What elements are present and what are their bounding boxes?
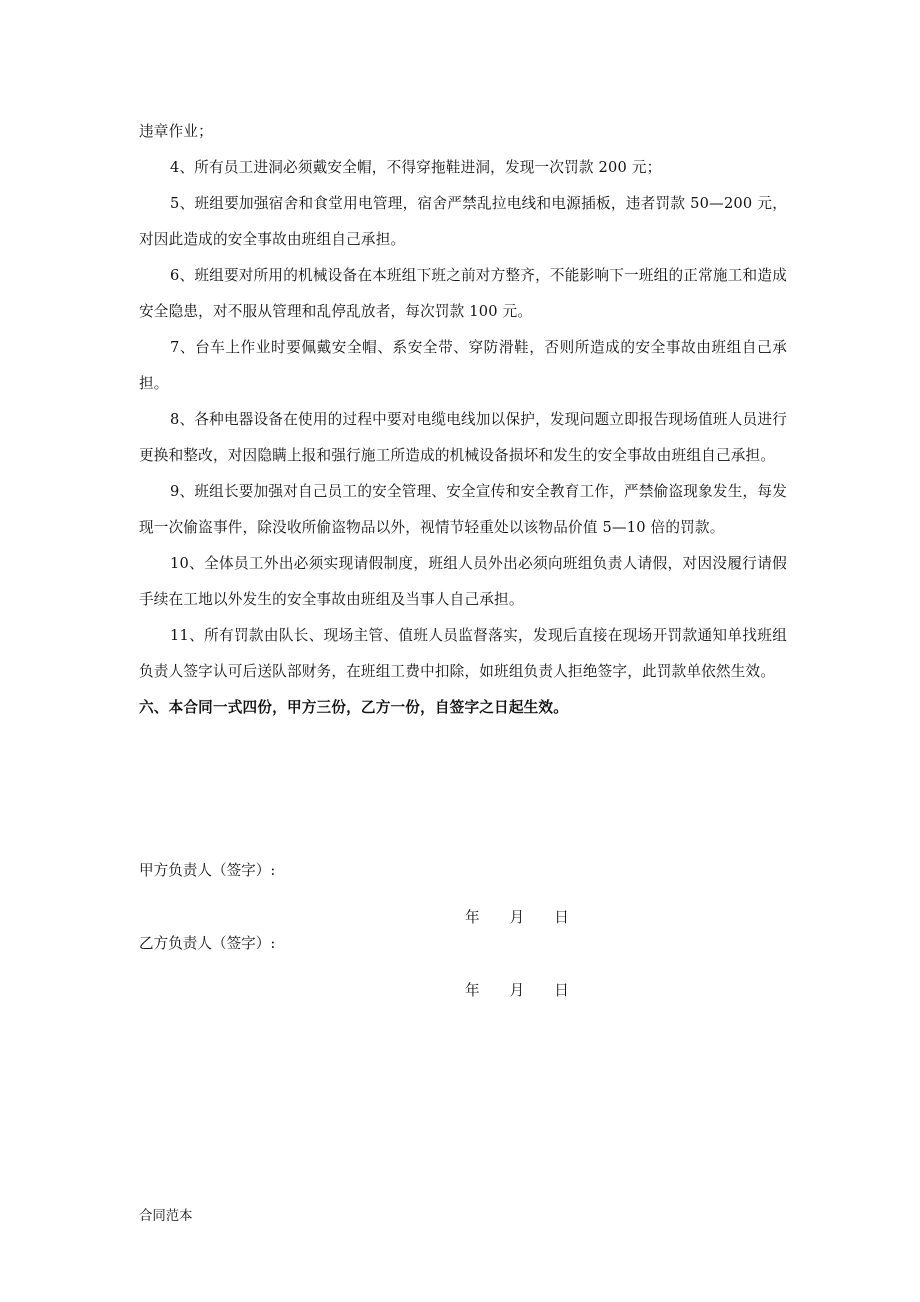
clause-4: 4、所有员工进洞必须戴安全帽，不得穿拖鞋进洞，发现一次罚款 200 元； (170, 159, 662, 176)
clause-7: 7、台车上作业时要佩戴安全帽、系安全带、穿防滑鞋，否则所造成的安全事故由班组自己承担。 (139, 339, 787, 392)
date-day: 日 (554, 982, 569, 999)
date-month: 月 (509, 982, 525, 999)
page-footer: 合同范本 (139, 1209, 193, 1224)
clause-9: 9、班组长要加强对自己员工的安全管理、安全宣传和安全教育工作，严禁偷盗现象发生，每发现一次偷盗事件，除没收所偷盗物品以外，视情节轻重处以该物品价值 5—10 倍的罚款。 (139, 483, 787, 536)
party-a-date-line (465, 908, 569, 928)
paragraph-continuation: 违章作业； (139, 123, 213, 140)
clause-10: 10、全体员工外出必须实现请假制度，班组人员外出必须向班组负责人请假，对因没履行请假手续在工地以外发生的安全事故由班组及当事人自己承担。 (139, 555, 787, 608)
date-day: 日 (554, 909, 569, 926)
clause-6: 6、班组要对所用的机械设备在本班组下班之前对方整齐，不能影响下一班组的正常施工和造成安全隐患，对不服从管理和乱停乱放者，每次罚款 100 元。 (139, 267, 787, 320)
contract-body (139, 114, 787, 726)
date-year: 年 (465, 982, 480, 999)
party-b-date-line (465, 981, 569, 1001)
date-month: 月 (509, 909, 525, 926)
party-a-signature-label: 甲方负责人（签字）: (139, 862, 276, 879)
clause-5: 5、班组要加强宿舍和食堂用电管理，宿舍严禁乱拉电线和电源插板，违者罚款 50—200 元，对因此造成的安全事故由班组自己承担。 (139, 195, 787, 248)
section-six-heading: 六、本合同一式四份，甲方三份，乙方一份，自签字之日起生效。 (139, 699, 569, 716)
party-b-signature-label: 乙方负责人（签字）: (139, 935, 276, 952)
clause-11: 11、所有罚款由队长、现场主管、值班人员监督落实，发现后直接在现场开罚款通知单找班组负责人签字认可后送队部财务，在班组工费中扣除，如班组负责人拒绝签字，此罚款单依然生效。 (139, 627, 787, 680)
date-year: 年 (465, 909, 480, 926)
clause-8: 8、各种电器设备在使用的过程中要对电缆电线加以保护，发现问题立即报告现场值班人员进行更换和整改，对因隐瞒上报和强行施工所造成的机械设备损坏和发生的安全事故由班组自己承担。 (139, 411, 787, 464)
